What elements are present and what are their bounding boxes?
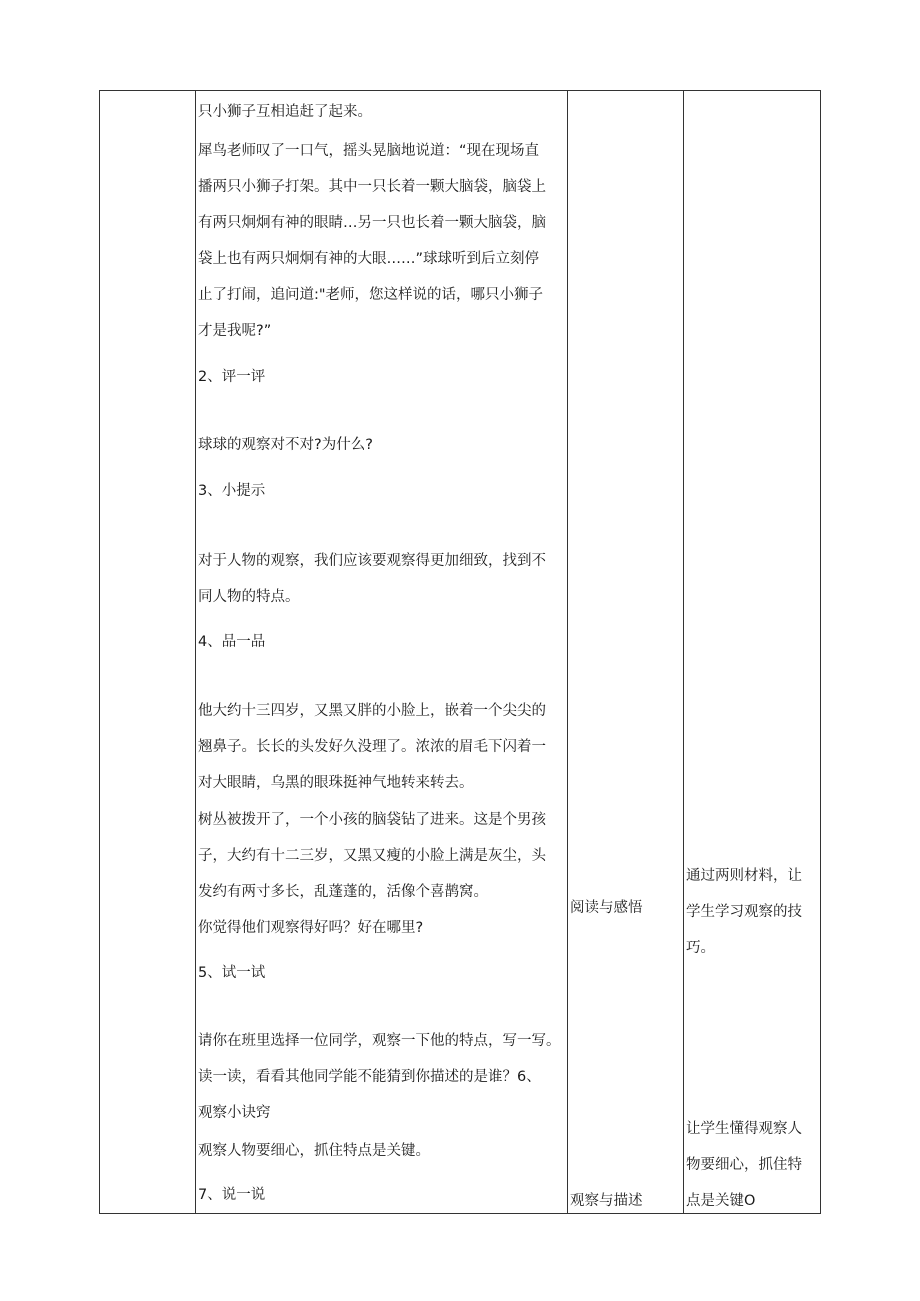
intent-line: 让学生懂得观察人 [686, 1121, 802, 1137]
text-line: 观察人物要细心，抓住特点是关键。 [198, 1143, 430, 1159]
text-line: 同人物的特点。 [198, 589, 300, 605]
intent-line: 巧。 [686, 940, 715, 956]
text-line: 犀鸟老师叹了一口气，摇头晃脑地说道：“现在现场直 [198, 143, 540, 159]
section-heading: 3、小提示 [198, 483, 266, 499]
text-line: 对于人物的观察，我们应该要观察得更加细致，找到不 [198, 553, 546, 569]
text-line: 他大约十三四岁，又黑又胖的小脸上，嵌着一个尖尖的 [198, 703, 546, 719]
text-line: 对大眼睛，乌黑的眼珠挺神气地转来转去。 [198, 775, 474, 791]
text-line: 观察小诀窍 [198, 1105, 271, 1121]
text-line: 只小狮子互相追赶了起来。 [198, 104, 372, 120]
intent-line: 物要细心，抓住特 [686, 1157, 802, 1173]
intent-line: 点是关键O [686, 1193, 756, 1209]
section-heading: 2、评一评 [198, 369, 266, 385]
design-intent-cell [684, 91, 820, 1213]
text-line: 子，大约有十二三岁，又黑又瘦的小脸上满是灰尘，头 [198, 848, 546, 864]
intent-line: 通过两则材料，让 [686, 868, 802, 884]
intent-line: 学生学习观察的技 [686, 904, 802, 920]
text-line: 袋上也有两只炯炯有神的大眼……”球球听到后立刻停 [198, 251, 540, 267]
text-line: 止了打闹，追问道:"老师，您这样说的话，哪只小狮子 [198, 287, 544, 303]
section-heading: 5、试一试 [198, 965, 266, 981]
text-line: 才是我呢?” [198, 323, 272, 339]
teaching-process-cell [196, 91, 568, 1213]
text-line: 有两只炯炯有神的眼睛…另一只也长着一颗大脑袋，脑 [198, 215, 546, 231]
text-line: 树丛被拨开了，一个小孩的脑袋钻了进来。这是个男孩 [198, 812, 546, 828]
text-line: 翘鼻子。长长的头发好久没理了。浓浓的眉毛下闪着一 [198, 739, 546, 755]
student-activity-cell [568, 91, 684, 1213]
text-line: 发约有两寸多长，乱蓬蓬的，活像个喜鹊窝。 [198, 884, 488, 900]
text-line: 播两只小狮子打架。其中一只长着一颗大脑袋，脑袋上 [198, 179, 546, 195]
section-heading: 7、说一说 [198, 1187, 266, 1203]
text-line: 读一读，看看其他同学能不能猜到你描述的是谁？6、 [198, 1069, 541, 1085]
section-heading: 4、品一品 [198, 634, 266, 650]
activity-label: 阅读与感悟 [570, 900, 643, 916]
activity-label: 观察与描述 [570, 1193, 643, 1209]
text-line: 球球的观察对不对?为什么? [198, 437, 373, 453]
lesson-plan-table [99, 90, 821, 1214]
text-line: 你觉得他们观察得好吗？好在哪里? [198, 920, 424, 936]
text-line: 请你在班里选择一位同学，观察一下他的特点，写一写。 [198, 1033, 561, 1049]
